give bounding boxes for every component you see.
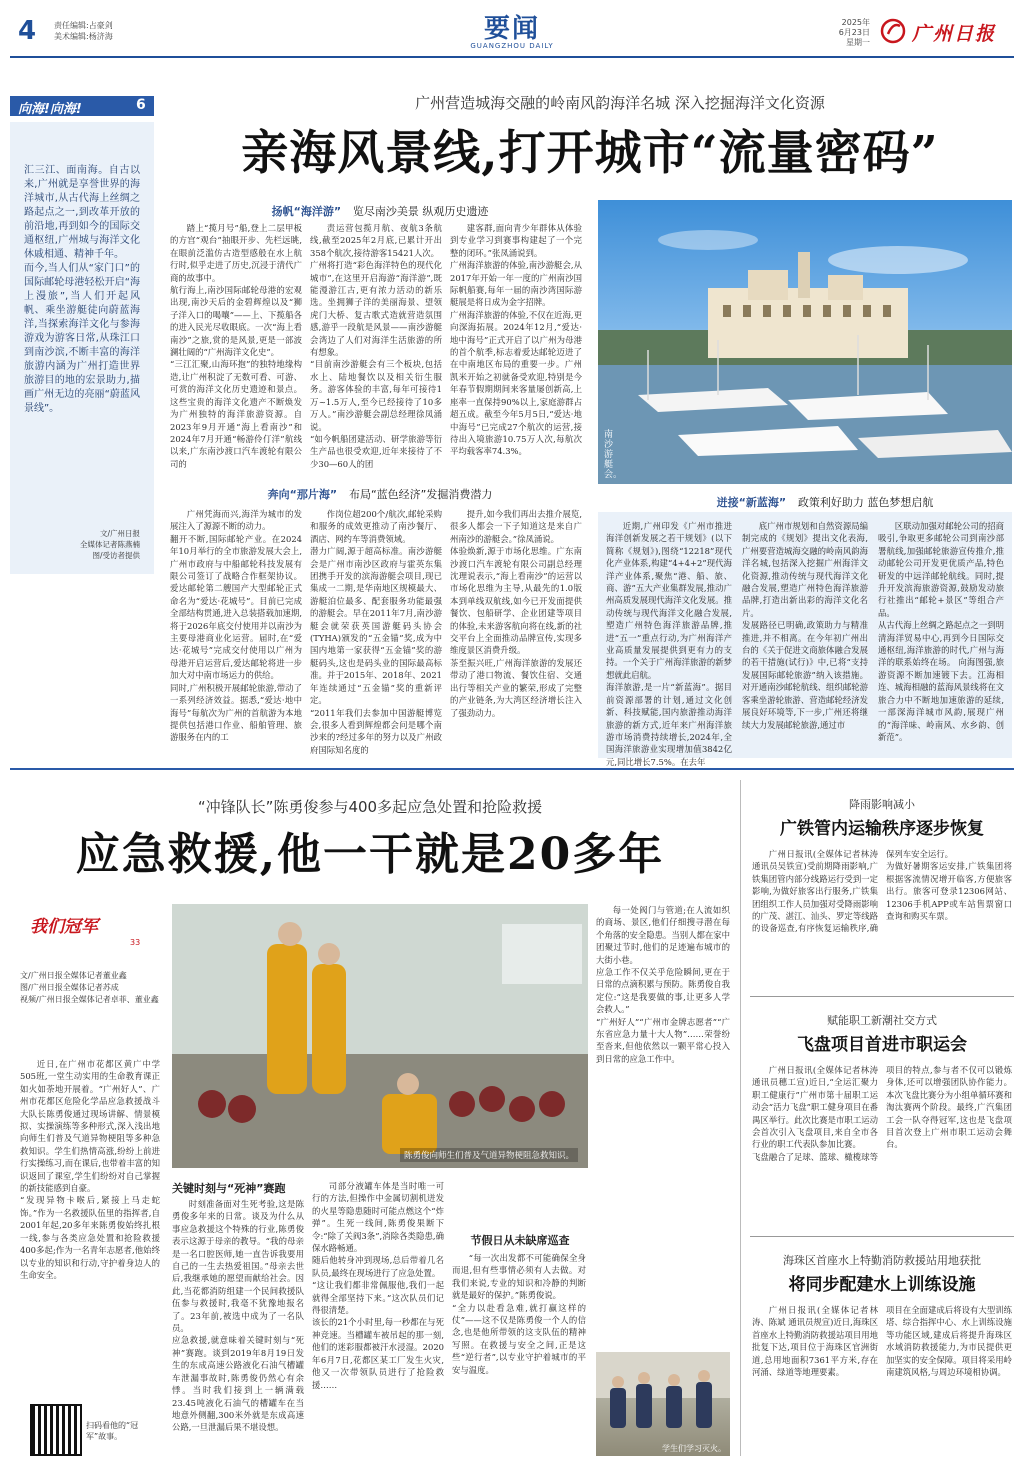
photo-caption-vertical: 南沙游艇会。 xyxy=(604,430,623,480)
fire-training-caption: 学生们学习灭火。 xyxy=(662,1444,726,1453)
subhead-key: 迸接“新蓝海” xyxy=(716,496,787,509)
emergency-column-5 xyxy=(452,1252,586,1458)
rail-divider-2 xyxy=(750,1236,1014,1237)
rail-kicker: 降雨影响减小 xyxy=(849,798,915,811)
column-text: 踏上“揽月号”船,登上二层甲板的方宫“观台”抽眼开步、先栏远眺,在眼前泛滥仿古造型感般在水上航行时,似乎走进了历史,沉浸于清代广商的故事中。 航行海上,南沙国际邮轮母港的宏观出现,南沙天后的金碧辉煌以及“狮子洋入口的喝嚷”——上、下揽船各的进入民光尽收眼底。一次“海上看南沙”之旅,赏的是风景,更是一部波澜壮阔的“广州海洋文化史”。 “三江汇聚,山海环抱”的独特地缘构造,让广州积淀了无数可看、可游、可赏的海洋文化历史遗迹和景点。这些宝贵的海洋文化遗产不断焕发为广州独特的海洋旅游资源。自2023年9月开通“海上看南沙”和2024年7月开通“畅游伶仃洋”航线以来,广东南沙渡口汽车渡轮有限公司的 xyxy=(170,223,302,469)
emergency-subhead-2: 节假日从未缺席巡查 xyxy=(470,1234,570,1247)
page-number: 4 xyxy=(18,16,37,46)
column-text: 提升,如今我们再出去推介展览,很多人都会一下子知道这是来自广州南沙的游艇会。”徐凤涌说。 体验焕新,源于市场化思维。广东南沙渡口汽车渡轮有限公司副总经理沈理说表示,“海上看南沙”的运营以市场化思维为主导,从最先的1.0版本到单线双航线,如今已开发面提供餐饮、包船研学、企业团建等项目的体验,未来游客航向将在线,新的社交平台上全面推动品牌宣传,实现多维度景区消费升级。 茶至振兴旺,广州海洋旅游的发展还带动了港口物流、餐饮住宿、交通出行等相关产业的繁荣,形成了完整的产业链条,为大湾区经济增长注入了强劲动力。 xyxy=(450,509,582,718)
column-text: 近期,广州印发《广州市推进海洋创新发展之若干规划》(以下简称《规划》),图绕“12218”现代化产业体系,构建“4+4+2”现代海洋产业体系,聚焦“港、船、旅、商、游”五大产业集群发展,推动广州高质发展现代海洋文化发展。推动传统与现代海洋文化融合发展,塑造广州特色海洋旅游品牌,推进“五一”重点行动,为广州海洋产业高质量发展提供到更有力的支持。一个关于广州海洋旅游的新梦想就此启航。 海洋旅游,是一片“新蓝海”。据目前资源部署的计划,通过文化创新、科技赋能,国内旅游推动海洋旅游的新方式,近年来广州海洋旅游市场消费持续增长,2024年,全国海洋旅游业实现增加值3842亿元,同比增长7.5%。在去年 xyxy=(606,521,732,767)
frisbee-headline: 飞盘项目首进市职运会 xyxy=(797,1035,967,1055)
classroom-photo-caption: 陈勇俊向师生们普及气道异物梗阻急救知识。 xyxy=(400,1148,578,1162)
top-kicker: 广州营造城海交融的岭南风韵海洋名城 深入挖掘海洋文化资源 xyxy=(415,94,825,112)
champion-badge-number: 33 xyxy=(130,938,141,947)
qr-code[interactable] xyxy=(30,1404,82,1456)
section-title-en: GUANGZHOU DAILY xyxy=(470,42,554,50)
intro-box xyxy=(10,122,154,574)
column-text: “每一次出发都不可能确保全身而退,但有些事情必须有人去做。对我们来说,专业的知识和冷静的判断就是最好的保护。”陈勇俊说。 “全力以赴看急难,就打赢这样的仗”——这不仅是陈勇俊一个人的信念,也是他所带领的这支队伍的精神写照。在救援与安全之间,正是这些“逆行者”,以专业守护着城市的平安与温度。 xyxy=(452,1253,586,1375)
column-text: 每一处阀门与管道;在人流如织的商场、景区,他们仔细搜寻潜在每个角落的安全隐患。当别人都在家中团聚过节时,他们的足迹遍布城市的大街小巷。 应急工作不仅关乎危险瞬间,更在于日常的点滴积累与预防。陈勇俊自我定位:“这是我要做的事,让更多人学会救人。” “广州好人”“广州市金牌志愿者”“广东省应急力量十大人物”……荣誉纷至沓来,但他依然以一颗平常心投入到日常的应急工作中。 xyxy=(596,905,730,1064)
byline-line: 图/受访者提供 xyxy=(92,551,140,560)
paper-logo xyxy=(880,18,1010,46)
section-divider xyxy=(10,768,1014,770)
rail-headline: 广铁管内运输秩序逐步恢复 xyxy=(780,819,984,839)
subhead-key: 扬帆“海洋游” xyxy=(271,205,342,218)
fire-training-illustration xyxy=(596,1352,730,1456)
designer-line: 美术编辑:杨济海 xyxy=(54,32,113,41)
emergency-column-3 xyxy=(312,1180,444,1458)
champion-badge-text: 我们冠军 xyxy=(30,917,98,937)
marina-illustration xyxy=(598,200,1012,484)
fire-training-photo xyxy=(596,1352,730,1456)
column-text: 近日,在广州市花都区黄广中学505班,一堂生动实用的生命教育课正如火如荼地开展着。“广州好人”、广州市花都区危险化学品应急救援战斗大队长陈勇俊通过现场讲解、情景模拟、实操演练等多种形式,深入浅出地向师生们普及气道异物梗阻等多种急救知识。学生们热情高涨,纷纷上前进行实操练习,而在课后,也带着丰富的知识返回了课室,学生们纷纷对自己掌握的新技能感到自豪。 “发现异物卡喉后,紧接上马走蛇饰。”作为一名救援队伍里的指挥者,自2001年起,20多年来陈勇俊始终扎根一线,参与各类应急处置和抢险救援400多起;作为一名青年志愿者,他始终以专业的知识和行动,守护着身边人的生命安全。 xyxy=(20,1059,160,1280)
water-body xyxy=(752,1304,1012,1456)
top-subhead-1 xyxy=(170,203,590,219)
column-text: 建客群,面向青少年群体从体验到专业学习到赛事构建起了一个完整的闭环。”张凤涌说到。 广州海洋旅游的体验,南沙游艇会,从2017年开始一年一度的广州南沙国际帆船赛,每年一届的南沙湾国际游艇展是将日成为金字招牌。 广州海洋旅游的体验,不仅在近海,更向深海拓展。2024年12月,“爱达·地中海号”正式开启了以广州为母港的首个航季,标志着爱达邮轮迈进了在中南地区布局的重要一步。广州凯米开始之初就备受欢迎,特别是今年春节假期期间来客量屡创新高,上座率一直保持90%以上,家庭游群占超五成。截至今年5月5日,“爱达·地中海号”已完成27个航次的运营,接待出入境旅游10.75万人次,每航次平均载客率74.3%。 xyxy=(450,223,582,457)
emergency-column-2 xyxy=(172,1198,304,1458)
top-column-2 xyxy=(310,222,442,476)
masthead xyxy=(0,0,1024,60)
emergency-subhead-1: 关键时刻与“死神”赛跑 xyxy=(172,1182,286,1195)
subhead-text: 览尽南沙美景 纵观历史遗迹 xyxy=(352,205,489,218)
intro-byline xyxy=(24,528,140,561)
column-text: 广州日报讯(全媒体记者林涛 通讯员穗工宣)近日,“全运汇聚力 职工健康行”广州市第十届职工运动会“活力飞盘”职工健身项目在番禺区举行。此次比赛是市职工运动会首次引入飞盘项目,来自全市各行业的职工代表队参加比赛。 飞盘融合了足球、篮球、橄榄球等项目的特点,参与者不仅可以锻炼身体,还可以增强团队协作能力。本次飞盘比赛分为小组单循环赛和淘汰赛两个阶段。最终,广汽集团工会一队夺得冠军,这也是飞盘项目首次登上广州市职工运动会舞台。 xyxy=(752,1065,1012,1162)
column-text: 责运营包揽月航、夜航3条航线,截至2025年2月底,已累计开出358个航次,接待游客15421人次。 广州将打造“彩色海洋特色的现代化城市”,在这里开启海游“海洋游”,既能漫游江古,更有浓力活动的新乐选。坐拥狮子洋的美丽海景、望领虎门大桥、复古歌式造就营造氛围感,游乎一段航是风景——南沙游艇会湾边了人们对海洋生活旅游的所有想象。 “目前南沙游艇会有三个板块,包括水上、陆地餐饮以及相关衍生服务。游客体验的丰富,每年可接待1万~1.5万人,至今已经接待了10多万人。”南沙游艇会副总经理徐凤涌说。 “如今帆船团建活动、研学旅游等衍生产品也很受欢迎,近年来接待了不少30—60人的团 xyxy=(310,223,442,469)
weekday: 星期一 xyxy=(846,38,870,47)
water-kicker: 海珠区首座水上特勤消防救援站用地获批 xyxy=(783,1254,981,1267)
top-column-7 xyxy=(606,520,732,767)
emergency-kicker: “冲锋队长”陈勇俊参与400多起应急处置和抢险救援 xyxy=(197,798,543,816)
column-text: 作岗位超200个/航次,邮轮采购和服务的成效更推动了南沙餐厅、酒店、网约车等消费领域。 潜力广阔,源于超高标准。南沙游艇会是广州市南沙区政府与霍英东集团携手开发的滨海游艇会项目,现已集成一二期,是华南地区规模最大、游艇泊位最多、配套服务功能最强的游艇会。早在2011年7月,南沙游艇会就荣获英国游艇码头协会(TYHA)颁发的“五金锚”奖,成为中国内地第一家获得“五金锚”奖的游艇码头,这也是码头业的国际最高标准。并于2015年、2018年、2021年连续通过“五金锚”奖的重新评定。 “2011年我们去参加中国游艇博览会,很多人看到辉煌都会问是哪个南沙来的?经过多年的努力以及广州政府国际知名度的 xyxy=(310,509,442,755)
emergency-byline: 文/广州日报全媒体记者董业鑫 图/广州日报全媒体记者苏成 视频/广州日报全媒体记者卓菲、董业鑫 xyxy=(20,971,159,1004)
column-text: 广州日报讯(全媒体记者林涛 通讯员吴铁宣)受前期降雨影响,广铁集团管内部分线路运行受到一定影响,为做好旅客出行服务,广铁集团组织工作人员加强对受降雨影响的广茂、湛江、汕头、罗定等线路的设备巡查,有序恢复运输秩序,确保列车安全运行。 为做好暑期客运安排,广铁集团将根据客流情况增开临客,方便旅客出行。旅客可登录12306网站、12306手机APP或车站售票窗口查询和购买车票。 xyxy=(752,849,1012,934)
emergency-headline: 应急救援,他一干就是20多年 xyxy=(75,829,665,880)
series-tag-text: 向海!向海! xyxy=(18,102,82,117)
policy-box xyxy=(598,512,1012,767)
subhead-text: 政策利好助力 蓝色梦想启航 xyxy=(797,496,934,509)
top-column-4 xyxy=(170,508,302,758)
top-column-9 xyxy=(878,520,1004,752)
top-subhead-2 xyxy=(170,486,590,502)
emergency-column-1 xyxy=(20,1058,160,1390)
frisbee-body xyxy=(752,1064,1012,1226)
top-column-6 xyxy=(450,508,582,758)
top-subhead-3 xyxy=(640,494,1010,510)
intro-paragraph: 汇三江、面南海。自古以来,广州就是享誉世界的海洋城市,从古代海上丝绸之路起点之一,到改革开放的前沿地,再到如今的国际交通枢纽,广州城与海洋文化休戚相通、精神千年。 而今,当人们从“家门口”的国际邮轮母港轻松开启“海上漫旅”,当人们开起风帆、乘坐游艇徒向蔚蓝海洋,当探索海洋文化与参海游戏为游客日常,从珠江口到南沙滨,不断丰富的海洋旅游内涵为广州打造世界旅游目的地的宏景助力,描画广州无边的亮丽“蔚蓝风景线”。 xyxy=(24,165,140,414)
editor-line: 责任编辑:占豪剑 xyxy=(54,21,113,30)
masthead-rule xyxy=(10,56,1014,58)
water-headline: 将同步配建水上训练设施 xyxy=(788,1275,976,1295)
classroom-photo xyxy=(172,904,588,1168)
frisbee-kicker: 赋能职工新潮社交方式 xyxy=(827,1014,937,1027)
paper-name: 广州日报 xyxy=(912,23,997,45)
editor-credit xyxy=(54,20,113,42)
column-text: 广州日报讯(全媒体记者林涛、陈斌 通讯员规宣)近日,海珠区首座水上特勤消防救援站项目用地批复下达,项目位于海珠区官洲街道,总用地面积7361平方米,存在河涌、绿道等地理要素。 项目在全面建成后将设有大型训练塔、综合指挥中心、水上训练设施等功能区域,建成后将提升海珠区水域消防救援能力,为市民提供更加坚实的安全保障。项目将采用岭南建筑风格,与周边环境相协调。 xyxy=(752,1305,1012,1378)
series-number: 6 xyxy=(136,97,146,113)
top-column-5 xyxy=(310,508,442,758)
series-tag xyxy=(10,96,154,116)
byline-line: 文/广州日报 xyxy=(99,529,140,538)
rail-body xyxy=(752,848,1012,978)
emergency-column-4 xyxy=(596,904,730,1144)
date-day: 6月23日 xyxy=(838,28,870,37)
section-title: 要闻 xyxy=(483,14,540,44)
column-text: 区联动加强对邮轮公司的招商吸引,争取更多邮轮公司到南沙部署航线,加强邮轮旅游宣传推介,推动邮轮公司开发更优质产品,特色研发的中远洋邮轮航线。同时,提升开发滨海旅游资源,鼓励发动旅行社推出“邮轮+景区”等组合产品。 从古代海上丝绸之路起点之一到明清海洋贸易中心,再到今日国际交通枢纽,海洋旅游的时代,广州与海洋的联系始终在场。 向海图强,旅游资源不断加速镀下去。江海相连、城海相融的蓝海风景线将在文旅合力中不断地加速旅游的延续,一部深海洋城市风韵,展现广州的“海洋味、岭南风、水乡韵、创新范”。 xyxy=(878,521,1004,742)
column-text: 底广州市规划和自然资源局编制完成的《规划》提出文化表海,广州要营造城海交融的岭南风韵海洋名城,包括深入挖掘广州海洋文化资源,推动传统与现代海洋文化融合发展,塑造广州特色海洋旅游品牌,打造出新出彩的海洋文化名片。 发展路径已明确,政策助力与精准推进,并不相离。在今年初广州出台的《关于促进文商旅体融合发展的若干措施(试行)》中,已将“支持发展国际邮轮旅游”纳入该措施。对开通南沙邮轮航线、组织邮轮游客乘坐游轮旅游、营造邮轮经济发展良好环境等,下一步,广州还将继续大力发展邮轮旅游,通过市 xyxy=(742,521,868,730)
rail-divider-1 xyxy=(750,996,1014,997)
intro-text xyxy=(24,150,140,498)
logo-emblem-icon xyxy=(880,18,908,44)
top-headline: 亲海风景线,打开城市“流量密码” xyxy=(241,126,939,181)
top-column-8 xyxy=(742,520,868,752)
champion-badge xyxy=(12,908,152,950)
top-column-1 xyxy=(170,222,302,476)
top-column-3 xyxy=(450,222,582,476)
qr-label: 扫码看他的“冠军”故事。 xyxy=(86,1421,139,1441)
byline-line: 全媒体记者陈燕楠 xyxy=(80,540,140,549)
subhead-text: 布局“蓝色经济”发掘消费潜力 xyxy=(348,488,493,501)
column-text: 司部分液罐车体是当时唯一可行的方法,但操作中金属切割机迸发的火星等隐患随时可能点燃这个“炸弹”。生死一线间,陈勇俊果断下令:“除了关阀3条”,消除各类隐患,确保水路畅通。 随后他转身冲到现场,总后带着几名队员,最终在现场进行了应急处置。 “这让我们都非常佩服他,我们一起就得全部坚持下来。”这次队员们记得很清楚。 该长的21个小时里,每一秒都在与死神竞速。当槽罐车被吊起的那一刻,他们的迷彩服都被汗水浸湿。2020年6月7日,花都区某工厂发生火灾,他又一次带领队员进行了抢险救援…… xyxy=(312,1181,444,1390)
issue-date xyxy=(836,18,870,48)
column-text: 广州凭海而兴,海洋为城市的发展注入了源源不断的动力。 翻开不断,国际邮轮产业。在2024年10月举行的全市旅游发展大会上,广州市政府与中船邮轮科技发展有限公司签订了战略合作框架协议。爱达邮轮第二艘国产大型邮轮正式命名为“爱达·花城号”。目前已完成全部结构贯通,进入总装搭载加速期,将于2026年底交付使用并以南沙为主要母港商业化运营。届时,在“爱达·花城号”完成交付使用以广州为母港开启运营后,爱达邮轮将进一步加大对中南市场运力的供给。 同时,广州积极开展邮轮旅游,带动了一系列经济效益。据悉,“爱达·地中海号”每航次为广州的首航游为本地提供包括港口作业、船舶管理、旅游服务在内的工 xyxy=(170,509,302,743)
right-rail-divider xyxy=(740,780,741,1456)
marina-photo xyxy=(598,200,1012,484)
column-text: 时刻准备面对生死考验,这是陈勇俊多年来的日常。谈及为什么从事应急救援这个特殊的行业,陈勇俊表示这源于母亲的教导。“我的母亲是一名口腔医师,她一直告诉我要用自己的一生去热爱祖国。”母亲去世后,我继承她的愿望而献给社会。因此,当花都消防组建一个民间救援队伍参与救援时,我毫不犹豫地报名了。23年前,被选中成为了一名队员。 应急救援,就意味着关键时刻与“死神”赛跑。谈到2019年8月19日发生的东成高速公路液化石油气槽罐车泄漏事故时,陈勇俊仍然心有余悸。当时我们接到上一辆满载23.45吨液化石油气的槽罐车在当地意外侧翻,300米外就是东成高速公路,一旦泄漏后果不堪设想。 xyxy=(172,1199,304,1433)
classroom-illustration xyxy=(172,904,588,1168)
date-year: 2025年 xyxy=(841,18,870,27)
subhead-key: 奔向“那片海” xyxy=(267,488,338,501)
